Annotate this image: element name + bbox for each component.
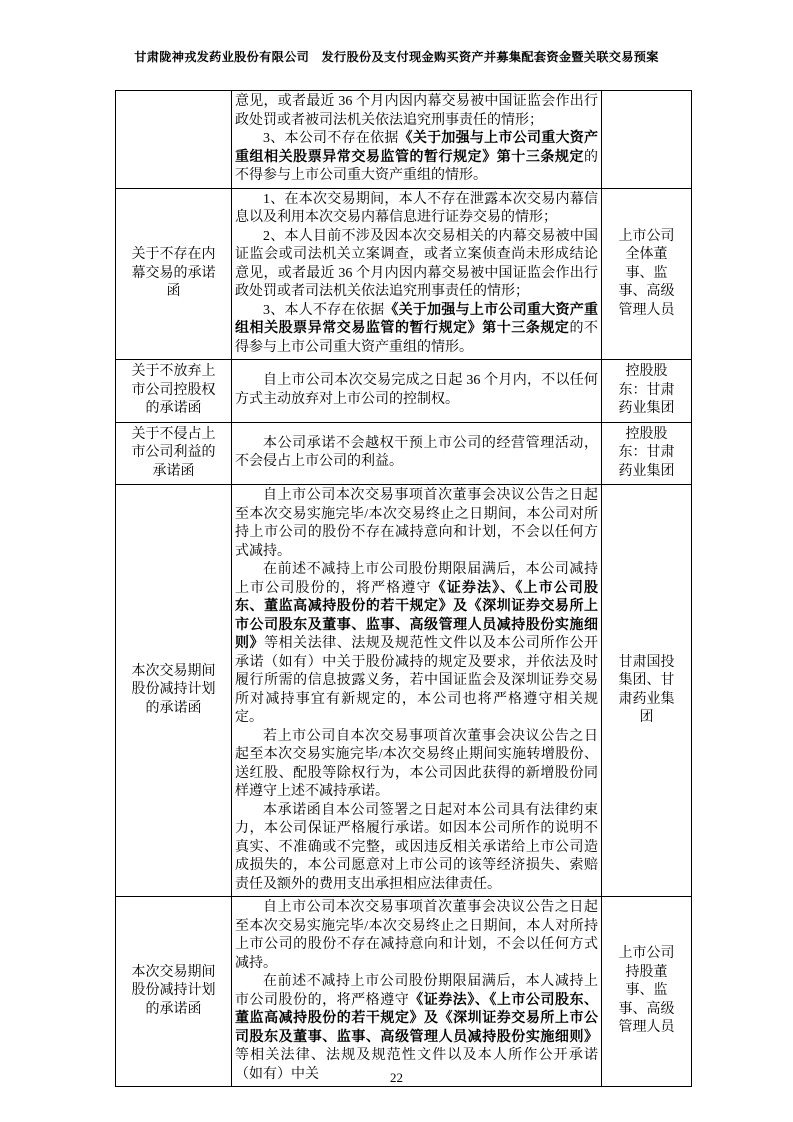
text-run: 在前述不减持上市公司股份期限届满后，本人减持上市公司股份的，将严格遵守 <box>235 974 598 1008</box>
paragraph: 1、在本次交易期间，本人不存在泄露本次交易内幕信息以及利用本次交易内幕信息进行证券交易的情形； <box>235 191 598 225</box>
text-run-bold: 《关于加强与上市公司重大资产重组相关股票异常交易监管的暂行规定》第十三条规定 <box>235 131 598 165</box>
table-row-continuation <box>116 91 692 189</box>
commitment-name-cell <box>116 91 232 189</box>
text-run: 的不得参与上市公司重大资产重组的情形。 <box>235 321 599 355</box>
text-run-bold: 《证券法》、《上市公司股东、董监高减持股份的若干规定》及《深圳证券交易所上市公司股东及董事、监事、高级管理人员减持股份实施细则》 <box>235 580 598 651</box>
text-run: 3、本公司不存在依据 <box>263 131 399 146</box>
paragraph <box>235 130 598 186</box>
paragraph: 若上市公司自本次交易事项首次董事会决议公告之日起至本次交易实施完毕/本次交易终止期间实施转增股份、送红股、配股等除权行为，本公司因此获得的新增股份同样遵守上述不减持承诺。 <box>235 728 598 799</box>
commitment-party-cell: 控股股东：甘肃药业集团 <box>602 360 692 423</box>
table-row-insider-trading <box>116 188 692 360</box>
paragraph: 本承诺函自本公司签署之日起对本公司具有法律约束力，本公司保证严格履行承诺。如因本公司所作的说明不真实、不准确或不完整，或因违反相关承诺给上市公司造成损失的，本公司愿意对上市公司的该等经济损失、索赔责任及额外的费用支出承担相应法律责任。 <box>235 802 598 892</box>
commitment-party-cell: 甘肃国投集团、甘肃药业集团 <box>602 485 692 897</box>
text-run-bold: 《证券法》、《上市公司股东、董监高减持股份的若干规定》及《深圳证券交易所上市公司股东及董事、监事、高级管理人员减持股份实施细则》 <box>235 992 599 1045</box>
commitment-content-cell <box>232 188 602 360</box>
paragraph: 自上市公司本次交易事项首次董事会决议公告之日起至本次交易实施完毕/本次交易终止之日期间，本人对所持上市公司的股份不存在减持意向和计划，不会以任何方式减持。 <box>235 900 598 971</box>
commitment-party-cell <box>602 91 692 189</box>
paragraph <box>235 973 598 1084</box>
commitment-content-cell <box>232 91 602 189</box>
commitment-name-cell: 关于不侵占上市公司利益的承诺函 <box>116 422 232 485</box>
text-run: 等相关法律、法规及规范性文件以及本公司所作公开承诺（如有）中关于股份减持的规定及要求，并依法及时履行所需的信息披露义务，若中国证监会及深圳证券交易所对减持事宜有新规定的，本公司也将严格遵守相关规定。 <box>235 636 599 725</box>
text-run: 3、本人不存在依据 <box>263 302 385 318</box>
table-row-no-encroach-interests <box>116 422 692 485</box>
paragraph <box>235 561 598 728</box>
commitment-party-cell: 上市公司全体董事、监事、高级管理人员 <box>602 188 692 360</box>
table-row-share-reduction-plan-groups <box>116 485 692 897</box>
text-run: 的不得参与上市公司重大资产重组的情形。 <box>235 149 598 183</box>
text-run: 在前述不减持上市公司股份期限届满后，本公司减持上市公司股份的，将严格遵守 <box>235 562 598 596</box>
commitment-party-cell: 控股股东：甘肃药业集团 <box>602 422 692 485</box>
text-run: 等相关法律、法规及规范性文件以及本人所作公开承诺（如有）中关 <box>235 1048 598 1082</box>
page-number: 22 <box>390 1070 403 1085</box>
commitment-content-cell <box>232 422 602 485</box>
commitment-content-cell <box>232 360 602 423</box>
paragraph: 自上市公司本次交易事项首次董事会决议公告之日起至本次交易实施完毕/本次交易终止之日期间，本公司对所持上市公司的股份不存在减持意向和计划，不会以任何方式减持。 <box>235 488 598 559</box>
document-header: 甘肃陇神戎发药业股份有限公司 发行股份及支付现金购买资产并募集配套资金暨关联交易预案 <box>134 50 659 64</box>
commitment-name-cell: 本次交易期间股份减持计划的承诺函 <box>116 897 232 1087</box>
commitment-party-cell: 上市公司持股董事、监事、高级管理人员 <box>602 897 692 1087</box>
paragraph: 本公司承诺不会越权干预上市公司的经营管理活动，不会侵占上市公司的利益。 <box>235 435 598 470</box>
commitment-name-cell: 关于不放弃上市公司控股权的承诺函 <box>116 360 232 423</box>
paragraph: 自上市公司本次交易完成之日起 36 个月内，不以任何方式主动放弃对上市公司的控制权。 <box>235 373 598 407</box>
text-run-bold: 《关于加强与上市公司重大资产重组相关股票异常交易监管的暂行规定》第十三条规定 <box>235 302 599 336</box>
commitment-name-cell: 关于不存在内幕交易的承诺函 <box>116 188 232 360</box>
commitments-table <box>115 90 692 1087</box>
commitment-content-cell <box>232 485 602 897</box>
paragraph: 2、本人目前不涉及因本次交易相关的内幕交易被中国证监会或司法机关立案调查，或者立案侦查尚未形成结论意见，或者最近 36 个月内因内幕交易被中国证监会作出行政处罚或者司法机关依法追究刑事责任的情形； <box>235 228 598 299</box>
table-row-no-abandon-control <box>116 360 692 423</box>
table-row-share-reduction-plan-managers <box>116 897 692 1087</box>
paragraph <box>235 302 598 358</box>
commitment-name-cell: 本次交易期间股份减持计划的承诺函 <box>116 485 232 897</box>
commitment-content-cell <box>232 897 602 1087</box>
paragraph: 意见，或者最近 36 个月内因内幕交易被中国证监会作出行政处罚或者被司法机关依法追究刑事责任的情形； <box>235 94 598 128</box>
